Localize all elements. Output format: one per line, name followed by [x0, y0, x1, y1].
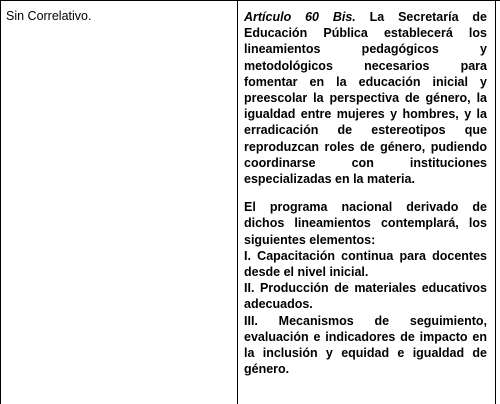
left-cell-text: Sin Correlativo.	[6, 9, 92, 23]
program-paragraph	[244, 199, 487, 377]
right-cell	[244, 9, 487, 377]
list-item: I. Capacitación continua para docentes desde el nivel inicial.	[244, 248, 487, 280]
list-item: II. Producción de materiales educativos adecuados.	[244, 281, 487, 312]
column-divider	[237, 0, 238, 404]
table-left-border	[0, 0, 1, 404]
list-item: III. Mecanismos de seguimiento, evaluación e indicadores de impacto en la inclusión y equidad e igualdad de género.	[244, 313, 487, 377]
article-paragraph	[244, 9, 487, 187]
article-label: Artículo 60 Bis.	[244, 10, 356, 24]
article-body: La Secretaría de Educación Pública establecerá los lineamientos pedagógicos y metodológicos necesarios para fomentar en la educación inicial y preescolar la perspectiva de género, la igualdad entre mujeres y hombres, y la erradicación de estereotipos que reproduzcan roles de género, pudiendo coordinarse con instituciones especializadas en la materia.	[244, 10, 487, 187]
table-right-border	[495, 0, 496, 404]
table-top-border	[0, 0, 500, 1]
program-intro: El programa nacional derivado de dichos lineamientos contemplará, los siguientes elementos:	[244, 200, 487, 247]
